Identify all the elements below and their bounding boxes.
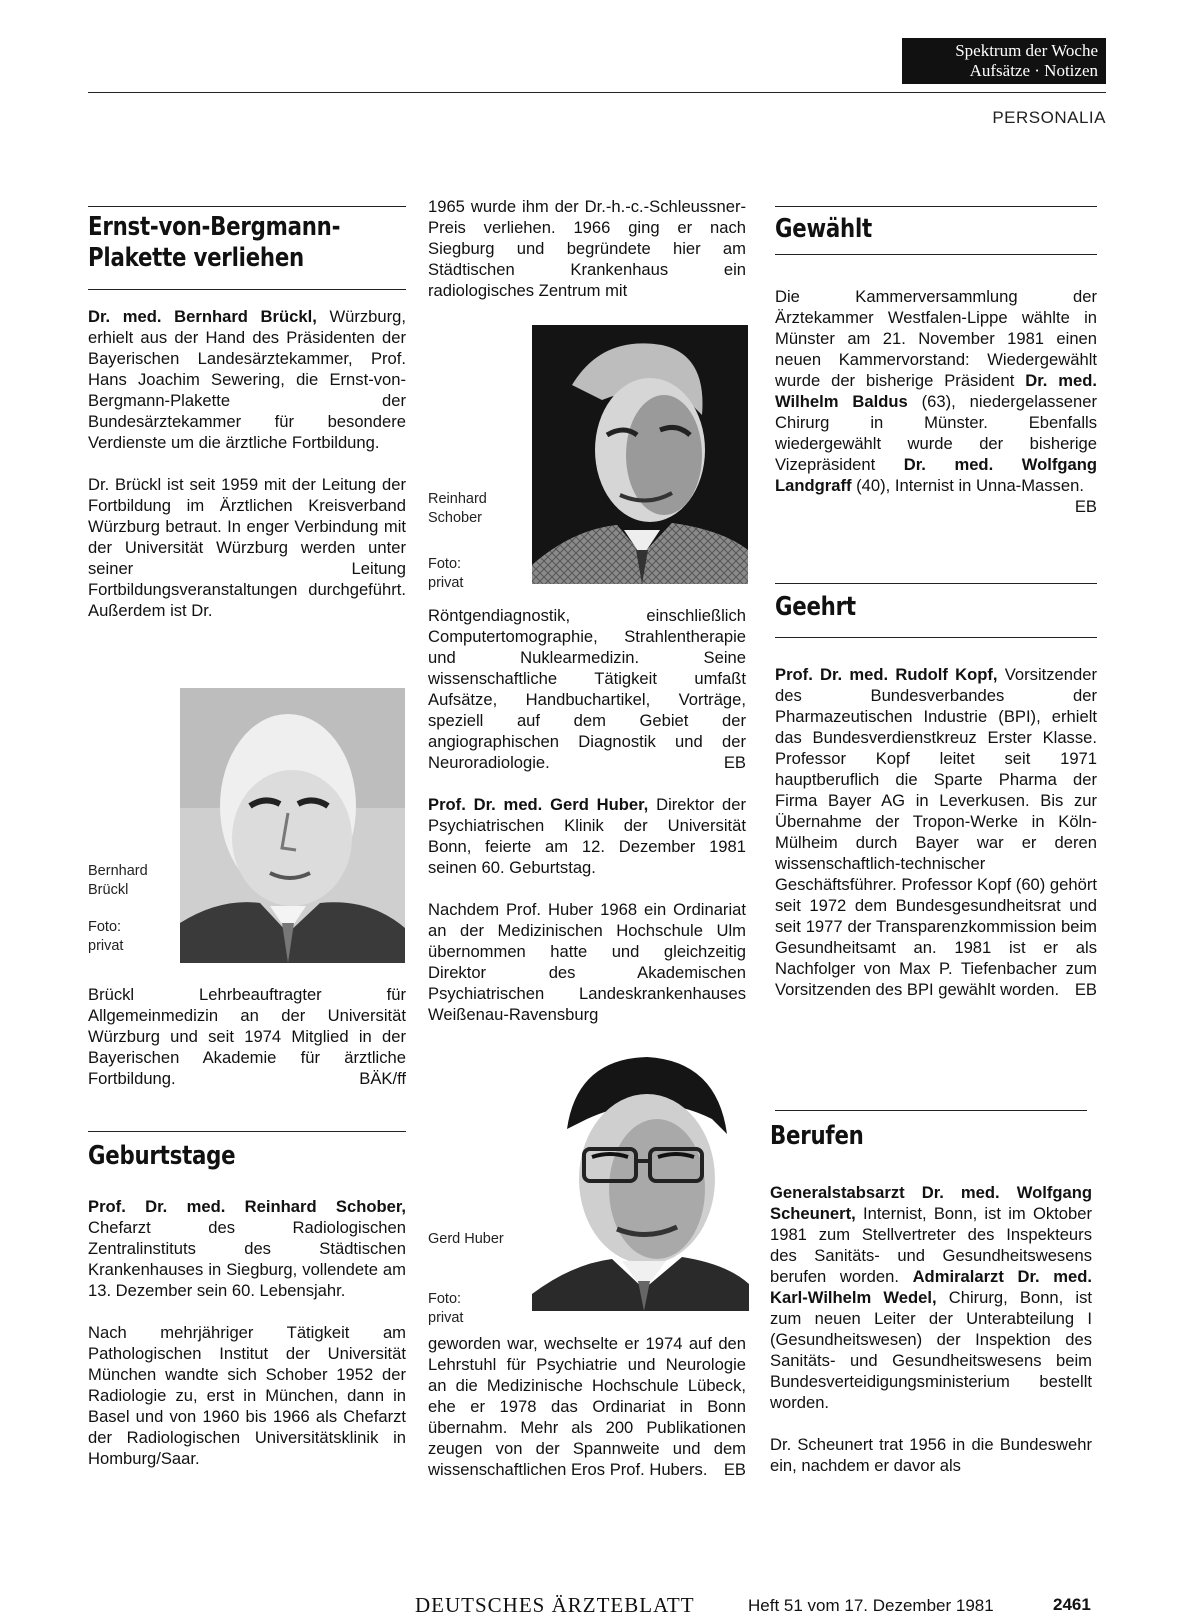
portrait-photo-brueckl xyxy=(180,688,405,963)
photo-caption: Gerd Huber xyxy=(428,1231,504,1247)
author-signature: EB xyxy=(723,753,746,772)
journal-name: DEUTSCHES ÄRZTEBLATT xyxy=(415,1593,695,1617)
issue-info: Heft 51 vom 17. Dezember 1981 xyxy=(748,1596,994,1615)
rule xyxy=(775,254,1097,255)
section-heading: Berufen xyxy=(770,1121,864,1151)
rule xyxy=(88,289,406,290)
rule xyxy=(88,206,406,207)
author-signature: EB xyxy=(1074,980,1097,999)
article-text: 1965 wurde ihm der Dr.-h.-c.-Schleussner-Preis verliehen. 1966 ging er nach Siegburg und begründete hier am Städtischen Krankenhaus ein radiologisches Zentrum mit xyxy=(428,197,746,300)
photo-credit: Foto: privat xyxy=(428,1291,464,1326)
section-label-line1: Spektrum der Woche xyxy=(955,41,1098,60)
article-text: Prof. Dr. med. Rudolf Kopf, Vorsitzender des Bundesverbandes der Pharmazeutischen Industrie (BPI), erhielt das Bundesverdienstkreuz Erster Klasse. Professor Kopf leitet seit 1971 hauptberuflich die Sparte Pharma der Firma Bayer AG in Leverkusen. Bis zur Übernahme der Tropon-Werke in Köln-Mülheim durch Bayer war er deren wissenschaftlich-technischer Geschäftsführer. Professor Kopf (60) gehört seit 1972 dem Bundesgesundheitsrat und seit 1977 der Transparenzkommission beim Gesundheitsamt an. 1981 ist er als Nachfolger von Max P. Tiefenbacher zum Vorsitzenden des BPI gewählt worden. EB xyxy=(775,665,1097,999)
author-signature: EB xyxy=(1074,497,1097,516)
rule xyxy=(775,1110,1087,1111)
article-text: Generalstabsarzt Dr. med. Wolfgang Scheunert, Internist, Bonn, ist im Oktober 1981 zum Stellvertreter des Inspekteurs des Sanitäts- und Gesundheitswesens berufen worden. Admiralarzt Dr. med. Karl-Wilhelm Wedel, Chirurg, Bonn, ist zum neuen Leiter der Unterabteilung I (Gesundheitswesen) der Inspektion des Sanitäts- und Gesundheitswesens beim Bundesverteidigungsministerium bestellt worden. Dr. Scheunert trat 1956 in die Bundeswehr ein, nachdem er davor als xyxy=(770,1183,1092,1475)
photo-caption: Reinhard Schober xyxy=(428,491,487,526)
photo-credit: Foto: privat xyxy=(428,556,464,591)
article-heading: Ernst-von-Bergmann- Plakette verliehen xyxy=(88,212,341,273)
article-text: Prof. Dr. med. Reinhard Schober, Chefarzt des Radiologischen Zentralinstituts des Städtischen Krankenhauses in Siegburg, vollendete am 13. Dezember sein 60. Lebensjahr. Nach mehrjähriger Tätigkeit am Pathologischen Institut der Universität München wandte sich Schober 1952 der Radiologie zu, erst in München, dann in Basel und von 1960 bis 1966 als Chefarzt der Radiologischen Universitätsklinik in Homburg/Saar. xyxy=(88,1197,406,1468)
portrait-photo-huber xyxy=(532,1049,749,1311)
rule xyxy=(775,583,1097,584)
author-signature: BÄK/ff xyxy=(359,1069,406,1088)
section-heading: Geehrt xyxy=(775,592,856,622)
author-signature: EB xyxy=(723,1460,746,1479)
page-number: 2461 xyxy=(1053,1595,1091,1614)
rubric: PERSONALIA xyxy=(992,108,1106,127)
section-heading: Gewählt xyxy=(775,214,873,244)
article-text: Brückl Lehrbeauftragter für Allgemeinmedizin an der Universität Würzburg und seit 1974 Mitglied in der Bayerischen Akademie für ärztliche Fortbildung. BÄK/ff xyxy=(88,985,406,1088)
top-rule xyxy=(88,92,1106,93)
rule xyxy=(88,1131,406,1132)
photo-caption: Bernhard Brückl xyxy=(88,863,148,898)
section-heading: Geburtstage xyxy=(88,1141,236,1171)
section-label xyxy=(902,38,1106,84)
article-text: Die Kammerversammlung der Ärztekammer Westfalen-Lippe wählte in Münster am 21. November 1981 einen neuen Kammervorstand: Wiedergewählt wurde der bisherige Präsident Dr. med. Wilhelm Baldus (63), niedergelassener Chirurg in Münster. Ebenfalls wiedergewählt wurde der bisherige Vizepräsident Dr. med. Wolfgang Landgraff (40), Internist in Unna-Massen. EB xyxy=(775,287,1098,516)
article-text: geworden war, wechselte er 1974 auf den Lehrstuhl für Psychiatrie und Neurologie an die Medizinische Hochschule Lübeck, ehe er 1978 das Ordinariat in Bonn übernahm. Mehr als 200 Publikationen zeugen von der Spannweite und dem wissenschaftlichen Eros Prof. Hubers. EB xyxy=(428,1334,746,1479)
article-text: Dr. med. Bernhard Brückl, Würzburg, erhielt aus der Hand des Präsidenten der Bayerischen Landesärztekammer, Prof. Hans Joachim Sewering, die Ernst-von-Bergmann-Plakette der Bundesärztekammer für besondere Verdienste um die ärztliche Fortbildung. Dr. Brückl ist seit 1959 mit der Leitung der Fortbildung im Ärztlichen Kreisverband Würzburg betraut. In enger Verbindung mit der Universität Würzburg werden unter seiner Leitung Fortbildungsveranstaltungen durchgeführt. Außerdem ist Dr. xyxy=(88,307,406,620)
rule xyxy=(775,637,1097,638)
photo-credit: Foto: privat xyxy=(88,919,124,954)
rule xyxy=(775,206,1097,207)
article-text: Röntgendiagnostik, einschließlich Computertomographie, Strahlentherapie und Nuklearmedizin. Seine wissenschaftliche Tätigkeit umfaßt Aufsätze, Handbuchartikel, Vorträge, speziell auf dem Gebiet der angiographischen Diagnostik und der Neuroradiologie. EB Prof. Dr. med. Gerd Huber, Direktor der Psychiatrischen Klinik der Universität Bonn, feierte am 12. Dezember 1981 seinen 60. Geburtstag. Nachdem Prof. Huber 1968 ein Ordinariat an der Medizinischen Hochschule Ulm übernommen hatte und gleichzeitig Direktor des Akademischen Psychiatrischen Landeskrankenhauses Weißenau-Ravensburg xyxy=(428,606,746,1024)
section-label-line2: Aufsätze · Notizen xyxy=(969,61,1098,80)
portrait-photo-schober xyxy=(532,325,748,584)
